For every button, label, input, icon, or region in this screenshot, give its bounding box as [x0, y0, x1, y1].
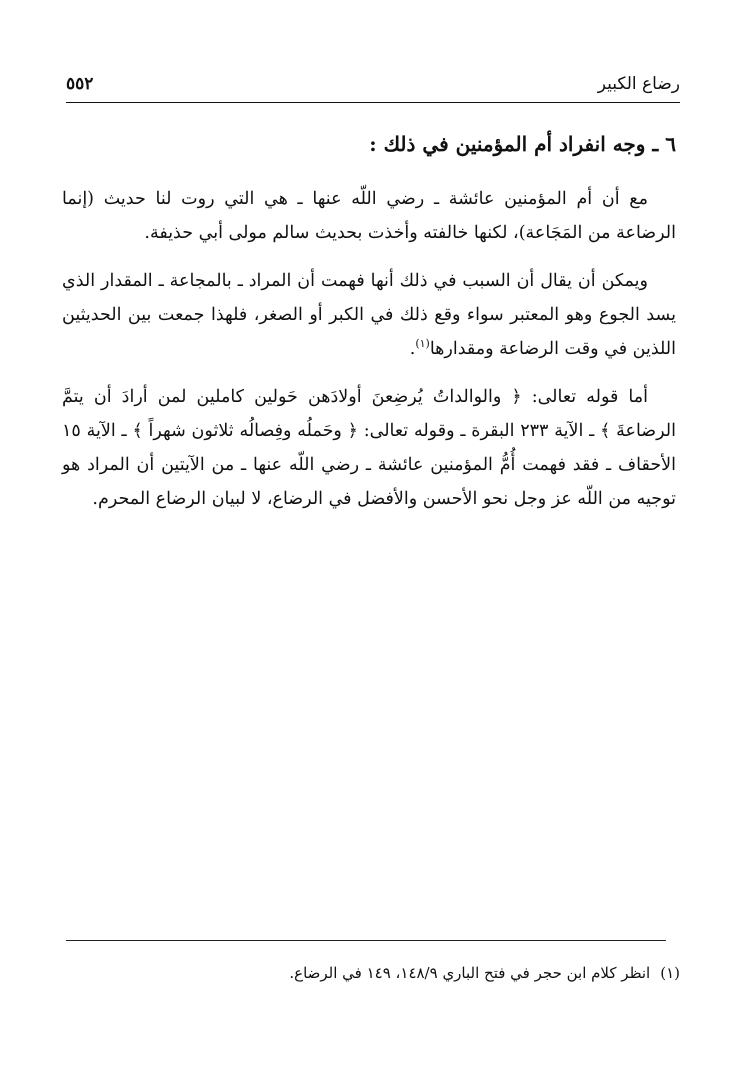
paragraph-2-text: ويمكن أن يقال أن السبب في ذلك أنها فهمت أن المراد ـ بالمجاعة ـ المقدار الذي يسد الجوع وهو المعتبر سواء وقع ذلك في الكبر أو الصغر، فلهذا جمعت بين الحديثين اللذين في وقت الرضاعة ومقدارها	[62, 271, 676, 359]
footnote-text: انظر كلام ابن حجر في فتح الباري ١٤٨/٩، ١٤٩ في الرضاع.	[289, 964, 651, 982]
paragraph-3	[62, 380, 676, 516]
footnote-number: (١)	[660, 964, 680, 982]
footnote-rule	[66, 940, 666, 941]
footnote-1	[66, 960, 680, 986]
paragraph-1	[62, 182, 676, 250]
header-rule	[66, 102, 680, 103]
section-heading: ٦ ـ وجه انفراد أم المؤمنين في ذلك :	[369, 132, 676, 156]
footnote-reference[interactable]: (١)	[415, 337, 430, 351]
paragraph-2-end: .	[409, 339, 416, 359]
running-title: رضاع الكبير	[597, 74, 680, 94]
running-header	[66, 72, 680, 100]
paragraph-1-text: مع أن أم المؤمنين عائشة ـ رضي اللّه عنها ـ هي التي روت لنا حديث (إنما الرضاعة من المَجَاعة)، لكنها خالفته وأخذت بحديث سالم مولى أبي حذيفة.	[62, 189, 676, 243]
paragraph-2	[62, 264, 676, 366]
main-text	[62, 128, 676, 530]
paragraph-3-text: أما قوله تعالى: ﴿ والوالداتُ يُرضِعنَ أولادَهن حَولين كاملين لمن أرادَ أن يتمَّ الرضاعةَ ﴾ ـ الآية ٢٣٣ البقرة ـ وقوله تعالى: ﴿ وحَملُه وفِصالُه ثلاثون شهراً ﴾ ـ الآية ١٥ الأحقاف ـ فقد فهمت أُمُّ المؤمنين عائشة ـ رضي اللّه عنها ـ من الآيتين أن المراد هو توجيه من اللّه عز وجل نحو الأحسن والأفضل في الرضاع، لا لبيان الرضاع المحرم.	[62, 387, 676, 509]
page-number: ٥٥٢	[66, 74, 94, 94]
